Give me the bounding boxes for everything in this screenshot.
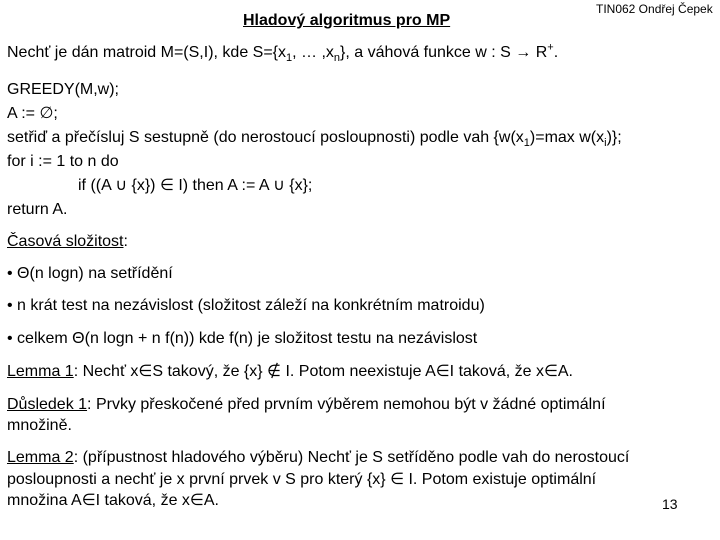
complexity-bullet-3: • celkem Θ(n logn + n f(n)) kde f(n) je složitost testu na nezávislost bbox=[7, 330, 478, 347]
algo-line-6: return A. bbox=[7, 201, 68, 218]
algo-line-1: GREEDY(M,w); bbox=[7, 81, 119, 98]
complexity-bullet-1: • Θ(n logn) na setřídění bbox=[7, 265, 173, 282]
author-label: TIN062 Ondřej Čepek bbox=[596, 2, 713, 16]
page-number: 13 bbox=[662, 496, 678, 512]
algo-line-4: for i := 1 to n do bbox=[7, 153, 119, 170]
algo-line-5: if ((A ∪ {x}) ∈ I) then A := A ∪ {x}; bbox=[78, 177, 313, 194]
intro-line: Nechť je dán matroid M=(S,I), kde $S=\{x_1$, … $,x_n$}, a váhová funkce w : S → R+. bbox=[7, 41, 559, 65]
algo-line-3: setřiď a přečísluj S sestupně (do nerostoucí posloupnosti) podle vah {$w(x_1)=\max$ $w(x_i)$}; bbox=[7, 129, 622, 150]
corollary-1-line-1: Důsledek 1: Prvky přeskočené před prvním výběrem nemohou být v žádné optimální bbox=[7, 396, 606, 413]
lemma-2-line-3: množina A∈I taková, že x∈A. bbox=[7, 492, 219, 509]
lemma-2-line-1: Lemma 2: (přípustnost hladového výběru) Nechť je S setříděno podle vah do nerostoucí bbox=[7, 449, 630, 466]
page-title: Hladový algoritmus pro MP bbox=[243, 12, 451, 29]
complexity-bullet-2: • n krát test na nezávislost (složitost záleží na konkrétním matroidu) bbox=[7, 297, 485, 314]
algo-line-2: A := ∅; bbox=[7, 105, 58, 122]
lemma-2-line-2: posloupnosti a nechť je x první prvek v S pro který {x} ∈ I. Potom existuje optimální bbox=[7, 471, 597, 488]
complexity-heading: Časová složitost: bbox=[7, 233, 128, 250]
corollary-1-line-2: množině. bbox=[7, 417, 72, 434]
lemma-1: Lemma 1: Nechť x∈S takový, že {x} ∉ I. Potom neexistuje A∈I taková, že x∈A. bbox=[7, 363, 573, 380]
